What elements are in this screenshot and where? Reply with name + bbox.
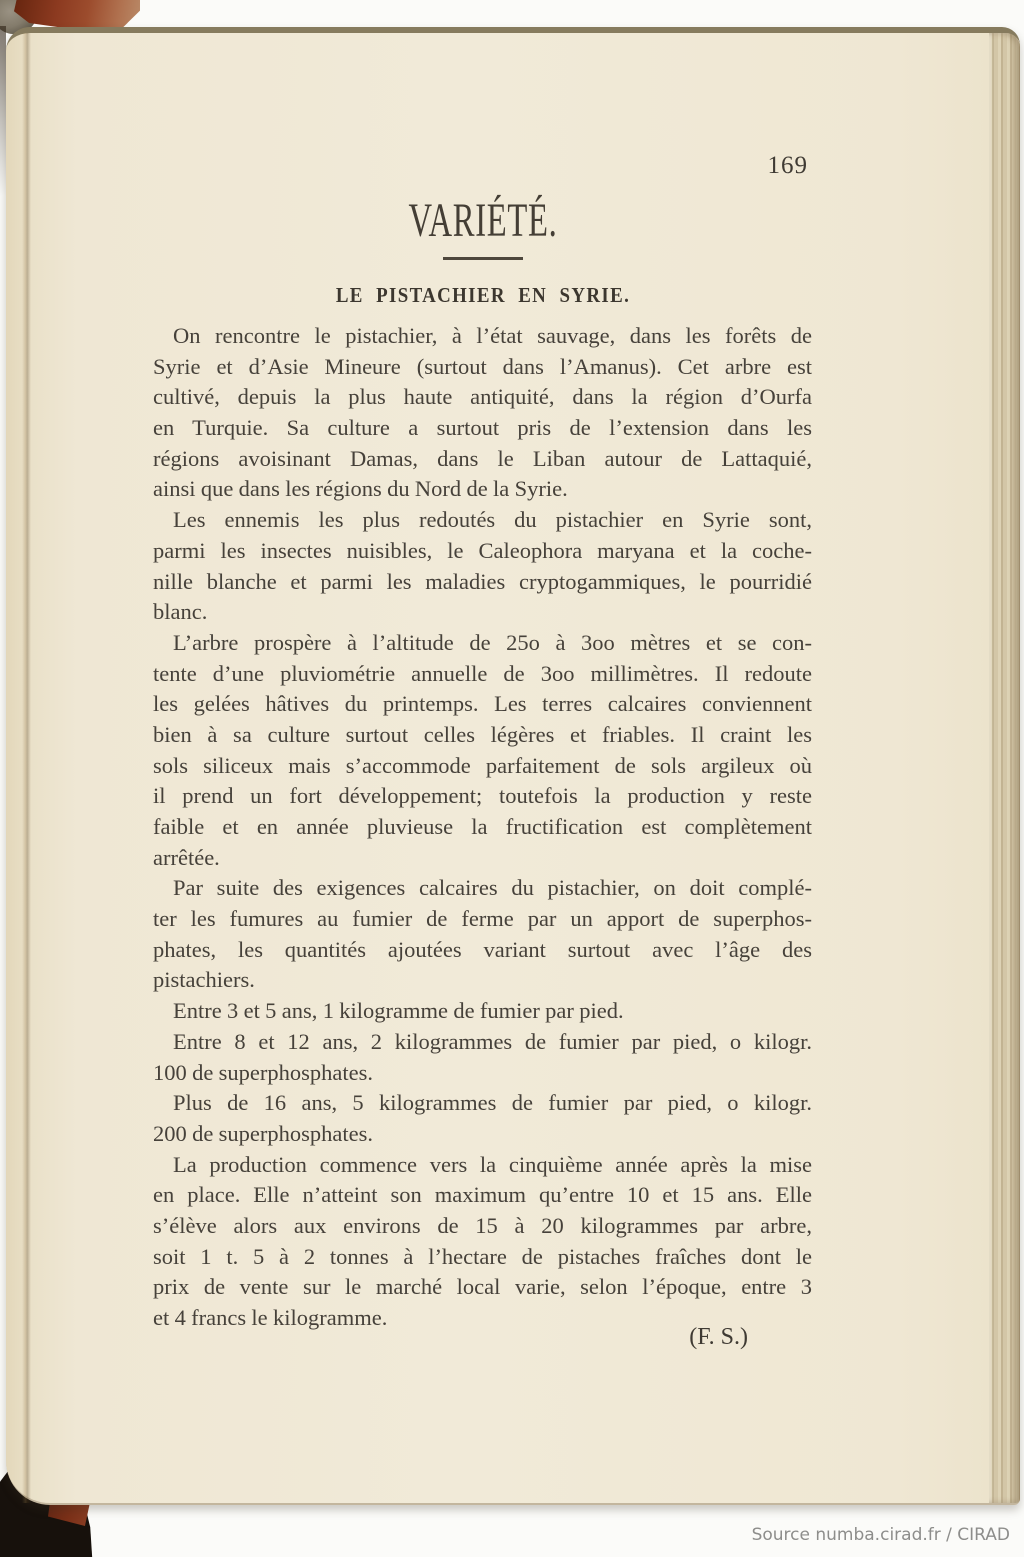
paragraph [153,996,812,1027]
text-line: bien à sa culture surtout celles légères et friables. Il craint les [153,721,812,747]
text-line: soit 1 t. 5 à 2 tonnes à l’hectare de pistaches fraîches dont le [153,1243,812,1269]
page-number: 169 [767,152,808,179]
article-title: LE PISTACHIER EN SYRIE. [335,283,631,307]
text-line: en Turquie. Sa culture a surtout pris de l’extension dans les [153,415,812,441]
page-edge-stack [989,33,1020,1503]
text-line: sols siliceux mais s’accommode parfaitement de sols argileux où [153,752,812,778]
author-signature: (F. S.) [689,1324,748,1350]
paragraph [153,1027,812,1088]
page-gutter-crease [22,33,31,1503]
text-line: pistachiers. [153,967,255,993]
text-line: il prend un fort développement; toutefois la production y reste [153,783,812,809]
text-line: nille blanche et parmi les maladies cryptogammiques, le pourridié [153,568,812,594]
text-line: Entre 3 et 5 ans, 1 kilogramme de fumier par pied. [173,998,624,1024]
text-line: ter les fumures au fumier de ferme par un apport de superphos- [153,906,812,932]
text-line: les gelées hâtives du printemps. Les terres calcaires conviennent [153,691,812,717]
text-line: blanc. [153,599,208,625]
text-line: régions avoisinant Damas, dans le Liban autour de Lattaquié, [153,445,812,471]
paragraph [153,1150,812,1334]
text-line: Les ennemis les plus redoutés du pistachier en Syrie sont, [173,507,812,533]
paragraph [153,321,812,505]
text-line: et 4 francs le kilogramme. [153,1305,388,1330]
text-line: cultivé, depuis la plus haute antiquité, dans la région d’Ourfa [153,384,812,410]
text-line: en place. Elle n’atteint son maximum qu’entre 10 et 15 ans. Elle [153,1182,812,1208]
source-credit: Source numba.cirad.fr / CIRAD [751,1525,1010,1545]
text-line: faible et en année pluvieuse la fructification est complètement [153,814,812,839]
paragraph [153,1088,812,1149]
text-line: Plus de 16 ans, 5 kilogrammes de fumier par pied, o kilogr. [173,1090,812,1116]
text-line: La production commence vers la cinquième année après la mise [173,1151,812,1177]
text-line: L’arbre prospère à l’altitude de 25o à 3oo mètres et se con- [173,629,812,655]
title-divider-rule [443,257,523,260]
text-line: Syrie et d’Asie Mineure (surtout dans l’Amanus). Cet arbre est [153,353,812,379]
text-line: s’élève alors aux environs de 15 à 20 kilogrammes par arbre, [153,1212,812,1238]
text-line: tente d’une pluviométrie annuelle de 3oo millimètres. Il redoute [153,660,812,686]
paragraph [153,628,812,874]
article-body [153,321,812,1334]
text-line: Par suite des exigences calcaires du pistachier, on doit complé- [173,875,812,901]
text-line: On rencontre le pistachier, à l’état sauvage, dans les forêts de [173,323,812,348]
text-line: Entre 8 et 12 ans, 2 kilogrammes de fumier par pied, o kilogr. [173,1028,812,1054]
section-title: VARIÉTÉ. [408,194,558,247]
text-line: prix de vente sur le marché local varie, selon l’époque, entre 3 [153,1274,812,1300]
book-page [6,27,1020,1505]
text-line: parmi les insectes nuisibles, le Caleophora maryana et la coche- [153,537,812,563]
text-line: phates, les quantités ajoutées variant surtout avec l’âge des [153,936,812,962]
text-line: arrêtée. [153,844,220,870]
text-line: ainsi que dans les régions du Nord de la Syrie. [153,476,568,502]
text-line: 100 de superphosphates. [153,1059,373,1085]
paragraph [153,873,812,996]
text-line: 200 de superphosphates. [153,1120,373,1146]
paragraph [153,505,812,628]
